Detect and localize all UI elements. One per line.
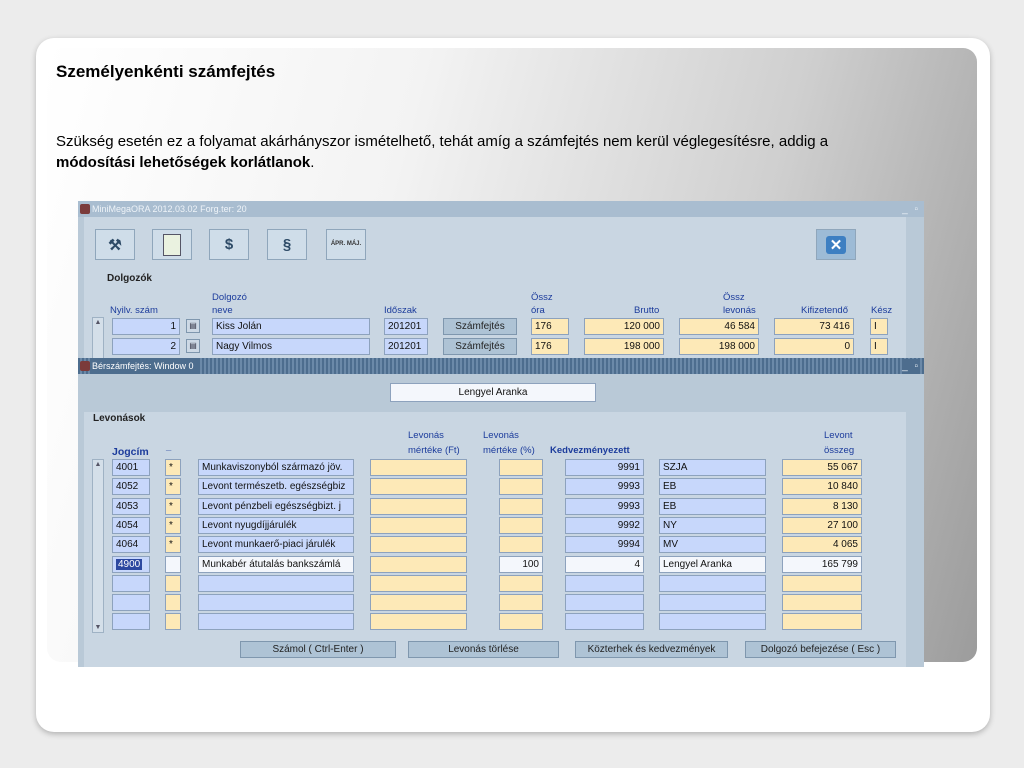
beneficiary-name-cell[interactable] <box>659 575 766 592</box>
payable-cell[interactable]: 0 <box>774 338 854 355</box>
beneficiary-code-cell[interactable]: 9994 <box>565 536 644 553</box>
flag-cell[interactable]: * <box>165 459 181 476</box>
close-icon[interactable]: ✕ <box>816 229 856 260</box>
payroll-window <box>78 374 924 667</box>
amount-ft-cell[interactable] <box>370 613 467 630</box>
deducted-amount-cell[interactable]: 10 840 <box>782 478 862 495</box>
tools-icon[interactable]: ⚒ <box>95 229 135 260</box>
jogcim-cell[interactable]: 4052 <box>112 478 150 495</box>
hdr-idoszak: Időszak <box>384 305 417 316</box>
money-bag-icon[interactable]: $ <box>209 229 249 260</box>
body-suffix: . <box>310 154 315 171</box>
gross-cell[interactable]: 120 000 <box>584 318 664 335</box>
amount-ft-cell[interactable] <box>370 478 467 495</box>
app-icon <box>80 204 90 214</box>
percent-cell[interactable] <box>499 613 543 630</box>
hdr-levonas-ft-2: mértéke (Ft) <box>408 445 460 456</box>
beneficiary-code-cell[interactable]: 9993 <box>565 498 644 515</box>
nyilv-cell[interactable]: 2 <box>112 338 180 355</box>
amount-ft-cell[interactable] <box>370 459 467 476</box>
szamfejtes-button[interactable]: Számfejtés <box>443 318 517 335</box>
flag-cell[interactable] <box>165 613 181 630</box>
amount-ft-cell[interactable] <box>370 594 467 611</box>
deductions-section-label: Levonások <box>93 413 146 424</box>
jogcim-cell[interactable]: 4053 <box>112 498 150 515</box>
hdr-ossz-lev-2: levonás <box>723 305 756 316</box>
gross-cell[interactable]: 198 000 <box>584 338 664 355</box>
szamfejtes-button[interactable]: Számfejtés <box>443 338 517 355</box>
beneficiary-code-cell[interactable] <box>565 575 644 592</box>
employees-scrollbar[interactable]: ▲ <box>92 317 104 367</box>
deduction-name-cell[interactable]: Levont munkaerő-piaci járulék <box>198 536 354 553</box>
percent-cell[interactable] <box>499 594 543 611</box>
paragraph-icon[interactable]: § <box>267 229 307 260</box>
window1-title: MiniMegaORA 2012.03.02 Forg.ter: 20 <box>92 204 247 214</box>
deduction-name-cell[interactable]: Munkabér átutalás bankszámlá <box>198 556 354 573</box>
deduction-total-cell[interactable]: 46 584 <box>679 318 759 335</box>
hdr-dolgozo: Dolgozó <box>212 292 247 303</box>
flag-cell[interactable]: * <box>165 478 181 495</box>
done-cell[interactable]: I <box>870 338 888 355</box>
beneficiary-code-cell[interactable]: 9992 <box>565 517 644 534</box>
period-cell[interactable]: 201201 <box>384 338 428 355</box>
flag-cell[interactable] <box>165 575 181 592</box>
amount-ft-cell[interactable] <box>370 517 467 534</box>
delete-deduction-button[interactable]: Levonás törlése <box>408 641 559 658</box>
hdr-kesz: Kész <box>871 305 893 316</box>
flag-cell[interactable]: * <box>165 536 181 553</box>
beneficiary-name-cell[interactable] <box>659 594 766 611</box>
deducted-amount-cell[interactable]: 8 130 <box>782 498 862 515</box>
body-bold: módosítási lehetőségek korlátlanok <box>56 154 311 171</box>
percent-cell[interactable]: 100 <box>499 556 543 573</box>
hdr-neve: neve <box>212 305 233 316</box>
beneficiary-name-cell[interactable]: NY <box>659 517 766 534</box>
percent-cell[interactable] <box>499 575 543 592</box>
window-controls[interactable]: _ ▫ <box>902 204 920 215</box>
beneficiary-name-cell[interactable]: EB <box>659 498 766 515</box>
beneficiary-code-cell[interactable]: 9993 <box>565 478 644 495</box>
slide-body-text <box>56 131 876 173</box>
hdr-ossz-ora-1: Össz <box>531 292 553 303</box>
hdr-ossz-lev-1: Össz <box>723 292 745 303</box>
body-prefix: Szükség esetén ez a folyamat akárhányszor ismételhető, tehát amíg a számfejtés nem kerül véglegesítésre, addig a <box>56 133 829 150</box>
percent-cell[interactable] <box>499 517 543 534</box>
deducted-amount-cell[interactable]: 27 100 <box>782 517 862 534</box>
deduction-total-cell[interactable]: 198 000 <box>679 338 759 355</box>
percent-cell[interactable] <box>499 478 543 495</box>
flag-cell[interactable]: * <box>165 498 181 515</box>
beneficiary-name-cell[interactable] <box>659 613 766 630</box>
amount-ft-cell[interactable] <box>370 498 467 515</box>
name-cell[interactable]: Kiss Jolán <box>212 318 370 335</box>
hdr-levonas-pct-1: Levonás <box>483 430 519 441</box>
flag-cell[interactable]: * <box>165 517 181 534</box>
period-cell[interactable]: 201201 <box>384 318 428 335</box>
hdr-nyilv: Nyilv. szám <box>110 305 158 316</box>
calculate-button[interactable]: Számol ( Ctrl-Enter ) <box>240 641 396 658</box>
jogcim-cell[interactable] <box>112 556 150 573</box>
beneficiary-code-cell[interactable] <box>565 613 644 630</box>
deduction-name-cell[interactable]: Levont pénzbeli egészségbizt. j <box>198 498 354 515</box>
employees-section-label: Dolgozók <box>107 273 152 284</box>
deducted-amount-cell[interactable]: 165 799 <box>782 556 862 573</box>
amount-ft-cell[interactable] <box>370 536 467 553</box>
nyilv-cell[interactable]: 1 <box>112 318 180 335</box>
public-charges-button[interactable]: Közterhek és kedvezmények <box>575 641 728 658</box>
beneficiary-code-cell[interactable] <box>565 594 644 611</box>
edit-document-icon[interactable] <box>152 229 192 260</box>
oracle-forms-screenshot <box>78 201 924 667</box>
window1-titlebar <box>78 201 924 217</box>
name-cell[interactable]: Nagy Vilmos <box>212 338 370 355</box>
hdr-dash: _ <box>166 442 172 453</box>
jogcim-cell[interactable] <box>112 594 150 611</box>
deducted-amount-cell[interactable]: 4 065 <box>782 536 862 553</box>
deducted-amount-cell[interactable] <box>782 575 862 592</box>
jogcim-cell[interactable] <box>112 575 150 592</box>
payable-cell[interactable]: 73 416 <box>774 318 854 335</box>
hdr-kedvezmenyezett: Kedvezményezett <box>550 445 630 456</box>
deductions-scrollbar[interactable]: ▲ ▼ <box>92 459 104 633</box>
jogcim-cell[interactable]: 4064 <box>112 536 150 553</box>
percent-cell[interactable] <box>499 536 543 553</box>
flag-cell[interactable] <box>165 594 181 611</box>
hdr-levonas-ft-1: Levonás <box>408 430 444 441</box>
hdr-jogcim: Jogcím <box>112 446 149 458</box>
deduction-name-cell[interactable]: Munkaviszonyból származó jöv. <box>198 459 354 476</box>
jogcim-cell[interactable]: 4001 <box>112 459 150 476</box>
deducted-amount-cell[interactable] <box>782 594 862 611</box>
hdr-kifizetendo: Kifizetendő <box>801 305 849 316</box>
employee-name-field[interactable]: Lengyel Aranka <box>390 383 596 402</box>
hours-cell[interactable]: 176 <box>531 338 569 355</box>
hdr-ossz-ora-2: óra <box>531 305 545 316</box>
hdr-levonas-pct-2: mértéke (%) <box>483 445 535 456</box>
beneficiary-code-cell[interactable]: 9991 <box>565 459 644 476</box>
slide-title: Személyenkénti számfejtés <box>56 62 276 81</box>
done-cell[interactable]: I <box>870 318 888 335</box>
percent-cell[interactable] <box>499 498 543 515</box>
jogcim-cell[interactable]: 4054 <box>112 517 150 534</box>
finish-employee-button[interactable]: Dolgozó befejezése ( Esc ) <box>745 641 896 658</box>
lookup-icon[interactable]: ▤ <box>186 319 200 333</box>
amount-ft-cell[interactable] <box>370 556 467 573</box>
app-icon <box>80 361 90 371</box>
window-controls[interactable]: _ ▫ <box>902 359 920 375</box>
amount-ft-cell[interactable] <box>370 575 467 592</box>
window2-title: Bérszámfejtés: Window 0 <box>92 358 200 374</box>
beneficiary-code-cell[interactable]: 4 <box>565 556 644 573</box>
hdr-levont-1: Levont <box>824 430 853 441</box>
deducted-amount-cell[interactable] <box>782 613 862 630</box>
hdr-levont-2: összeg <box>824 445 855 456</box>
deduction-name-cell[interactable] <box>198 575 354 592</box>
hdr-brutto: Brutto <box>634 305 660 316</box>
selected-jogcim-text: 4900 <box>118 558 141 570</box>
jogcim-cell[interactable] <box>112 613 150 630</box>
deduction-name-cell[interactable]: Levont természetb. egészségbiz <box>198 478 354 495</box>
window2-titlebar <box>78 358 924 374</box>
percent-cell[interactable] <box>499 459 543 476</box>
calendar-icon[interactable]: ÁPR. MÁJ. <box>326 229 366 260</box>
beneficiary-name-cell[interactable]: EB <box>659 478 766 495</box>
lookup-icon[interactable]: ▤ <box>186 339 200 353</box>
beneficiary-name-cell[interactable]: SZJA <box>659 459 766 476</box>
flag-cell[interactable] <box>165 556 181 573</box>
hours-cell[interactable]: 176 <box>531 318 569 335</box>
deduction-name-cell[interactable] <box>198 594 354 611</box>
deduction-name-cell[interactable]: Levont nyugdíjjárulék <box>198 517 354 534</box>
beneficiary-name-cell[interactable]: MV <box>659 536 766 553</box>
deduction-name-cell[interactable] <box>198 613 354 630</box>
beneficiary-name-cell[interactable]: Lengyel Aranka <box>659 556 766 573</box>
deducted-amount-cell[interactable]: 55 067 <box>782 459 862 476</box>
